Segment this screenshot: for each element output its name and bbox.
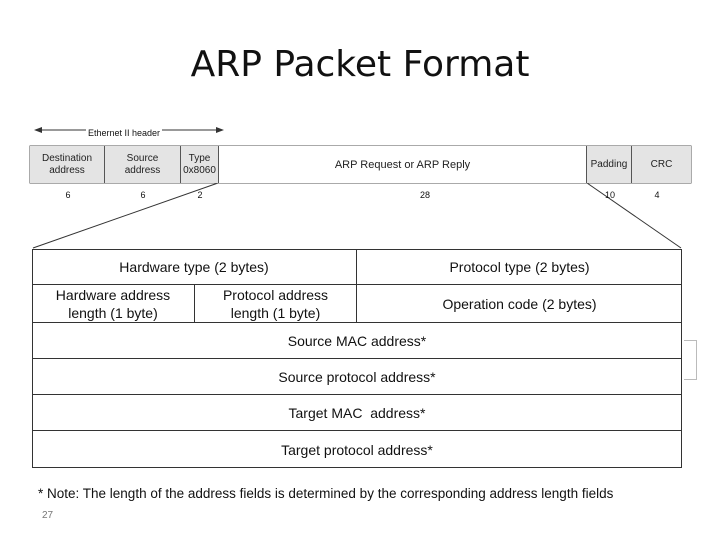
arp-target-protocol	[32, 431, 682, 468]
field-label: CRC	[650, 158, 673, 170]
footnote: * Note: The length of the address fields is determined by the corresponding address length fields	[38, 486, 614, 501]
field-label: Source address	[124, 152, 161, 176]
size-label: 28	[419, 190, 431, 200]
field-label: Destination address	[41, 152, 93, 176]
expansion-line-left	[33, 183, 218, 248]
ethernet-header-label-wrap	[86, 123, 162, 141]
arrow-left-head	[34, 127, 42, 133]
field-label: ARP Request or ARP Reply	[334, 158, 471, 171]
field-label: Type 0x8060	[183, 152, 216, 176]
field-type	[181, 146, 219, 183]
size-label: 10	[604, 190, 616, 200]
slide-title: ARP Packet Format	[190, 44, 530, 85]
field-arp-payload	[219, 146, 587, 183]
cell-text: Target protocol address*	[281, 441, 433, 458]
field-label: Padding	[590, 158, 628, 170]
cell-text: Target MAC address*	[288, 404, 426, 421]
arp-operation-code	[357, 285, 682, 323]
cell-text: Protocol type (2 bytes)	[449, 258, 590, 275]
arrow-right-head	[216, 127, 224, 133]
arp-source-protocol	[32, 359, 682, 395]
ethernet-header-label: Ethernet II header	[88, 128, 161, 138]
arp-protocol-type	[357, 249, 682, 285]
arp-source-mac	[32, 323, 682, 359]
decorative-bracket	[684, 340, 697, 380]
page-number: 27	[42, 510, 54, 521]
field-crc	[632, 146, 691, 183]
arp-target-mac	[32, 395, 682, 431]
cell-text: Hardware type (2 bytes)	[119, 258, 269, 275]
cell-text: Operation code (2 bytes)	[442, 295, 597, 312]
size-label: 2	[197, 190, 203, 200]
cell-text: Source protocol address*	[278, 368, 436, 385]
cell-text: Hardware address length (1 byte)	[55, 286, 171, 321]
field-source-address	[105, 146, 181, 183]
size-label: 6	[65, 190, 71, 200]
arp-hardware-address-length	[32, 285, 195, 323]
field-destination-address	[30, 146, 105, 183]
arp-hardware-type	[32, 249, 357, 285]
expansion-line-right	[587, 183, 681, 248]
size-label: 4	[654, 190, 660, 200]
cell-text: Protocol address length (1 byte)	[222, 286, 329, 321]
arp-protocol-address-length	[195, 285, 357, 323]
size-label: 6	[140, 190, 146, 200]
field-padding	[587, 146, 632, 183]
cell-text: Source MAC address*	[287, 332, 427, 349]
